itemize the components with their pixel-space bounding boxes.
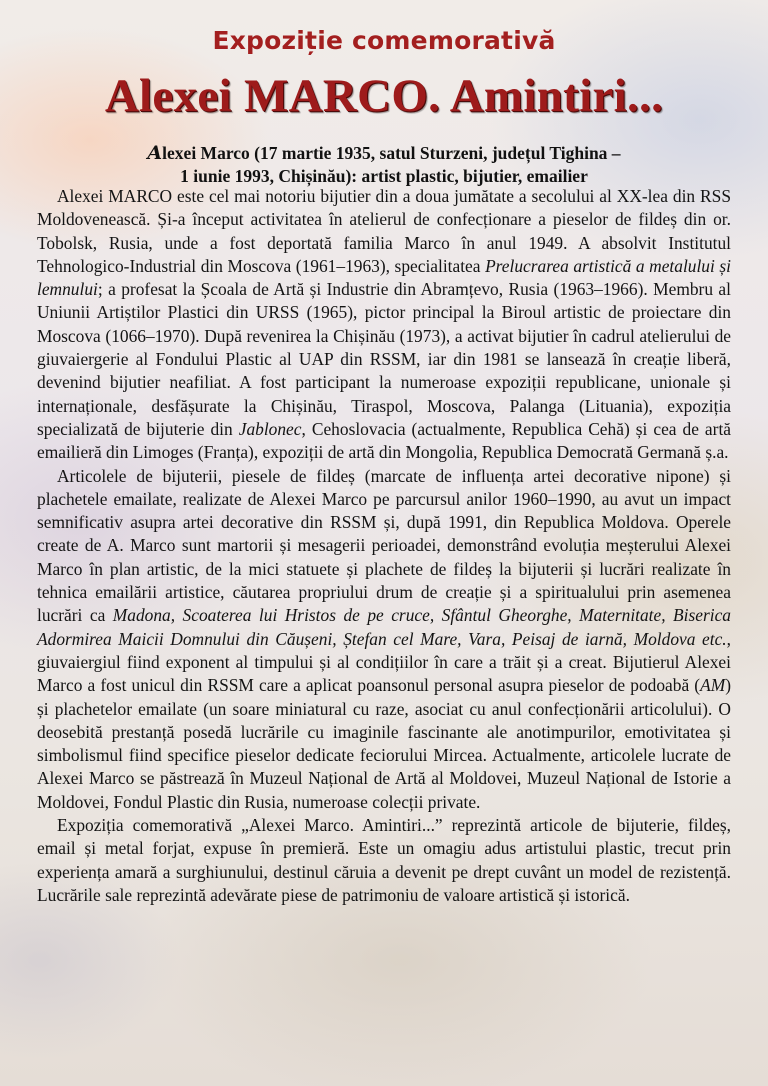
exhibition-kicker: Expoziție comemorativă [212,26,556,55]
biography-paragraph: Alexei MARCO este cel mai notoriu bijutier din a doua jumătate a secolului al XX-lea din RSS Moldovenească. Și-a început activitatea în atelierul de confecționare a pieselor de fildeș din or. Tobolsk, Rusia, unde a fost deportată familia Marco în anul 1949. A absolvit Institutul Tehnologico-Industrial din Moscova (1961–1963), specialitatea Prelucrarea artistică a metalului și lemnului; a profesat la Școala de Artă și Industrie din Abramțevo, Rusia (1963–1966). Membru al Uniunii Artiștilor Plastici din URSS (1965), pictor principal la Biroul artistic de proiectare din Moscova (1066–1970). După revenirea la Chișinău (1973), a activat bijutier în cadrul atelierului de giuvaiergerie al Fondului Plastic al UAP din RSSM, iar din 1981 se lansează în creație liberă, devenind bijutier neafiliat. A fost participant la numeroase expoziții republicane, unionale și internaționale, desfășurate la Chișinău, Tiraspol, Moscova, Palanga (Lituania), expoziția specializată de bijuterie din Jablonec, Cehoslovacia (actualmente, Republica Cehă) și cea de artă emailieră din Limoges (Franța), expoziții de artă din Mongolia, Republica Democrată Germană ș.a. [37,186,731,463]
article-body [37,185,731,907]
exhibition-paragraph: Expoziția comemorativă „Alexei Marco. Amintiri...” reprezintă articole de bijuterie, fildeș, email și metal forjat, expuse în premieră. Este un omagiu adus artistului plastic, trecut prin experiența amară a surghiunului, destinul căruia a devenit pe drept cuvânt un model de rezistență. Lucrările sale reprezintă adevărate piese de patrimoniu de valoare artistică și istorică. [37,815,731,905]
summary-line-2: 1 iunie 1993, Chișinău): artist plastic, bijutier, emailier [180,166,588,186]
page-title: Alexei MARCO. Amintiri... [104,70,664,122]
summary-line-1: lexei Marco (17 martie 1935, satul Sturzeni, județul Tighina – [162,143,621,163]
decorative-initial: A [147,142,163,164]
artist-summary-heading [70,142,698,188]
works-paragraph: Articolele de bijuterii, piesele de fildeș (marcate de influența artei decorative nipone) și plachetele emailate, realizate de Alexei Marco pe parcursul anilor 1960–1990, au avut un impact semnificativ asupra artei decorative din RSSM și, după 1991, din Republica Moldova. Operele create de A. Marco sunt martorii și mesagerii perioadei, demonstrând evoluția meșterului Alexei Marco în plan artistic, de la mici statuete și plachete de fildeș la bijuterii și lucrări realizate în tehnica emailării artistice, căutarea propriului drum de creație și a spiritualului prin asemenea lucrări ca Madona, Scoaterea lui Hristos de pe cruce, Sfântul Gheorghe, Maternitate, Biserica Adormirea Maicii Domnului din Căușeni, Ștefan cel Mare, Vara, Peisaj de iarnă, Moldova etc., giuvaiergiul fiind exponent al timpului și al condițiilor în care a trăit și a creat. Bijutierul Alexei Marco a fost unicul din RSSM care a aplicat poansonul personal asupra pieselor de podoabă (AM) și plachetelor emailate (un soare miniatural cu raze, asociat cu anul confecționării articolului). O deosebită prestanță posedă lucrările cu imaginile fascinante ale anotimpurilor, emotivitatea și simbolismul fiind specifice pieselor dedicate feciorului Mircea. Actualmente, articolele lucrate de Alexei Marco se păstrează în Muzeul Național de Artă al Moldovei, Muzeul Național de Istorie a Moldovei, Fondul Plastic din Rusia, numeroase colecții private. [37,465,731,812]
